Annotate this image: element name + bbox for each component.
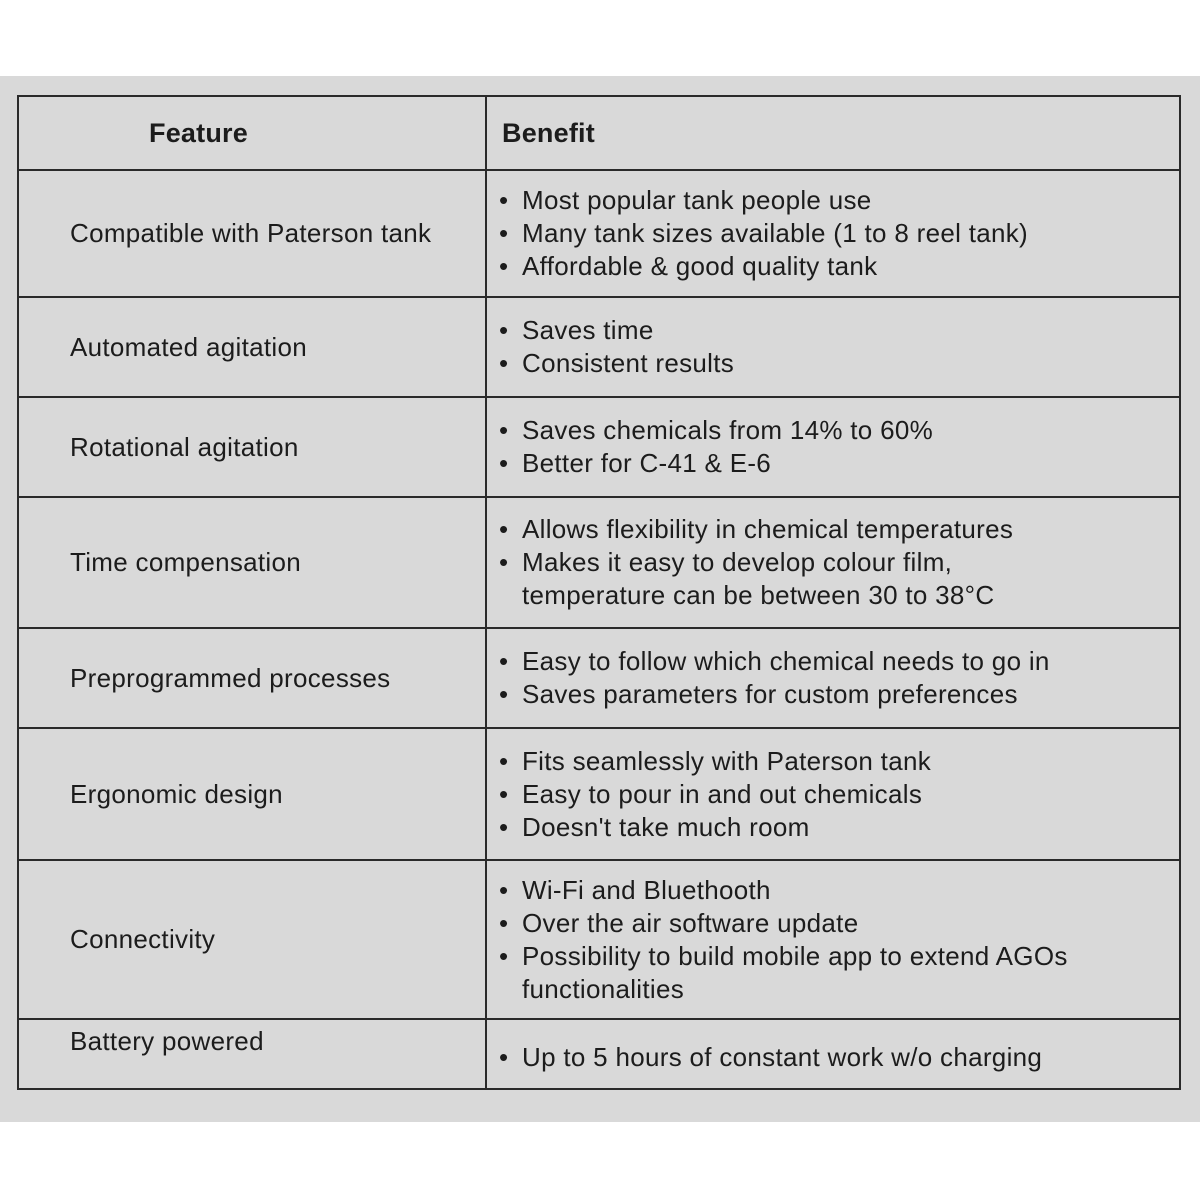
feature-cell: Compatible with Paterson tank <box>18 170 486 297</box>
benefit-item: • Easy to follow which chemical needs to go in <box>522 645 1171 678</box>
feature-cell: Rotational agitation <box>18 397 486 497</box>
feature-cell: Automated agitation <box>18 297 486 397</box>
table-row <box>18 728 1180 860</box>
benefit-list <box>497 513 1171 612</box>
benefit-list <box>497 314 1171 380</box>
table-row <box>18 297 1180 397</box>
table-row <box>18 628 1180 728</box>
benefit-item: • Better for C-41 & E-6 <box>522 447 1171 480</box>
benefit-cell <box>486 397 1180 497</box>
benefit-cell <box>486 497 1180 628</box>
table-panel <box>0 76 1200 1122</box>
benefit-item: • Easy to pour in and out chemicals <box>522 778 1171 811</box>
benefit-cell <box>486 728 1180 860</box>
benefit-list <box>497 414 1171 480</box>
benefit-item: • Many tank sizes available (1 to 8 reel tank) <box>522 217 1171 250</box>
feature-benefit-table <box>17 95 1181 1090</box>
benefit-cell <box>486 297 1180 397</box>
table-row <box>18 170 1180 297</box>
header-feature: Feature <box>18 96 486 170</box>
benefit-list <box>497 874 1171 1006</box>
feature-cell: Ergonomic design <box>18 728 486 860</box>
table-header-row <box>18 96 1180 170</box>
benefit-item: • Allows flexibility in chemical temperatures <box>522 513 1171 546</box>
table-row <box>18 860 1180 1019</box>
benefit-item: • Wi-Fi and Bluethooth <box>522 874 1171 907</box>
benefit-cell <box>486 860 1180 1019</box>
table-row <box>18 1019 1180 1089</box>
benefit-list <box>497 645 1171 711</box>
table-row <box>18 497 1180 628</box>
feature-cell: Battery powered <box>18 1019 486 1089</box>
benefit-item: • Over the air software update <box>522 907 1171 940</box>
header-benefit: Benefit <box>486 96 1180 170</box>
benefit-list <box>497 184 1171 283</box>
benefit-item: • Saves chemicals from 14% to 60% <box>522 414 1171 447</box>
benefit-item: • Makes it easy to develop colour film, temperature can be between 30 to 38°C <box>522 546 1022 612</box>
table-row <box>18 397 1180 497</box>
benefit-item: • Fits seamlessly with Paterson tank <box>522 745 1171 778</box>
benefit-item: • Saves parameters for custom preferences <box>522 678 1171 711</box>
benefit-cell <box>486 628 1180 728</box>
benefit-list <box>497 1041 1171 1074</box>
benefit-list <box>497 745 1171 844</box>
feature-cell: Preprogrammed processes <box>18 628 486 728</box>
benefit-item: • Most popular tank people use <box>522 184 1171 217</box>
benefit-item: • Consistent results <box>522 347 1171 380</box>
feature-cell: Time compensation <box>18 497 486 628</box>
benefit-item: • Up to 5 hours of constant work w/o charging <box>522 1041 1171 1074</box>
benefit-cell <box>486 170 1180 297</box>
benefit-item: • Affordable & good quality tank <box>522 250 1171 283</box>
feature-cell: Connectivity <box>18 860 486 1019</box>
benefit-item: • Doesn't take much room <box>522 811 1171 844</box>
benefit-item: • Saves time <box>522 314 1171 347</box>
benefit-cell <box>486 1019 1180 1089</box>
benefit-item: • Possibility to build mobile app to extend AGOs functionalities <box>522 940 1122 1006</box>
